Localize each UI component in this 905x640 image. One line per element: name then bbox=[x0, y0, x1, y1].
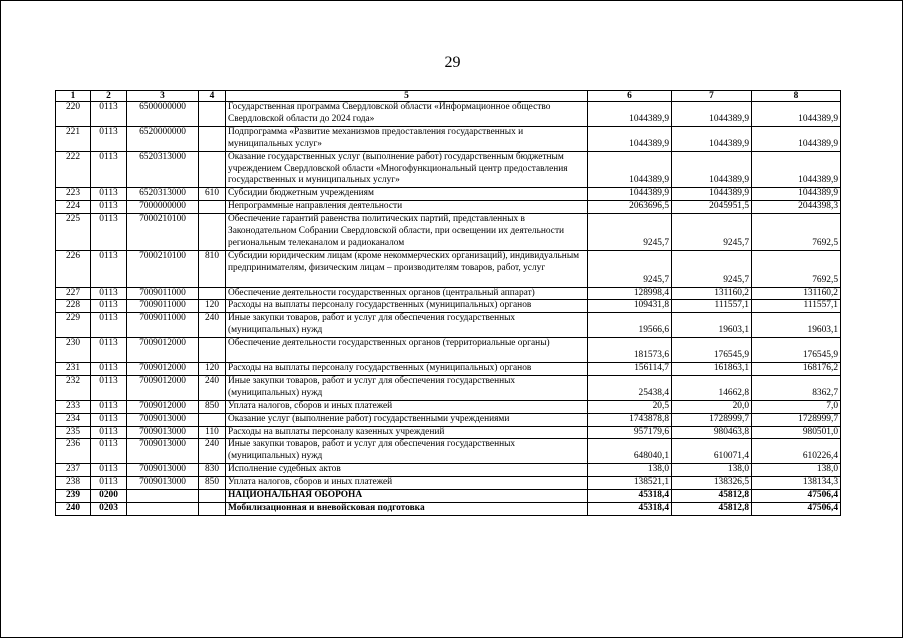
amount-cell-col8: 1044389,9 bbox=[752, 151, 841, 188]
row-number-cell: 236 bbox=[56, 439, 91, 464]
row-number-cell: 220 bbox=[56, 102, 91, 127]
amount-cell-col6: 1044389,9 bbox=[588, 188, 672, 201]
description-cell: Обеспечение деятельности государственных органов (территориальные органы) bbox=[226, 338, 588, 363]
amount-cell-col6: 1743878,8 bbox=[588, 413, 672, 426]
amount-cell-col6: 1044389,9 bbox=[588, 102, 672, 127]
amount-cell-col7: 161863,1 bbox=[672, 362, 752, 375]
amount-cell-col6: 181573,6 bbox=[588, 338, 672, 363]
expense-type-cell bbox=[199, 287, 226, 300]
target-article-cell: 7009013000 bbox=[127, 477, 199, 490]
section-code-cell: 0113 bbox=[91, 362, 127, 375]
section-code-cell: 0113 bbox=[91, 300, 127, 313]
amount-cell-col6: 9245,7 bbox=[588, 250, 672, 287]
section-code-cell: 0113 bbox=[91, 102, 127, 127]
expense-type-cell: 610 bbox=[199, 188, 226, 201]
row-number-cell: 229 bbox=[56, 313, 91, 338]
target-article-cell: 6520313000 bbox=[127, 188, 199, 201]
description-cell: Подпрограмма «Развитие механизмов предоставления государственных и муниципальных услуг» bbox=[226, 126, 588, 151]
amount-cell-col8: 168176,2 bbox=[752, 362, 841, 375]
row-number-cell: 222 bbox=[56, 151, 91, 188]
row-number-cell: 230 bbox=[56, 338, 91, 363]
amount-cell-col7: 2045951,5 bbox=[672, 201, 752, 214]
amount-cell-col8: 1044389,9 bbox=[752, 102, 841, 127]
target-article-cell: 6520313000 bbox=[127, 151, 199, 188]
target-article-cell: 7009012000 bbox=[127, 400, 199, 413]
expense-type-cell bbox=[199, 490, 226, 503]
target-article-cell: 7009011000 bbox=[127, 313, 199, 338]
description-cell: Иные закупки товаров, работ и услуг для обеспечения государственных (муниципальных) нужд bbox=[226, 313, 588, 338]
section-code-cell: 0113 bbox=[91, 426, 127, 439]
section-code-cell: 0203 bbox=[91, 502, 127, 515]
section-code-cell: 0113 bbox=[91, 201, 127, 214]
amount-cell-col7: 45812,8 bbox=[672, 502, 752, 515]
expense-type-cell bbox=[199, 214, 226, 251]
row-number-cell: 231 bbox=[56, 362, 91, 375]
row-number-cell: 234 bbox=[56, 413, 91, 426]
section-code-cell: 0113 bbox=[91, 375, 127, 400]
amount-cell-col8: 610226,4 bbox=[752, 439, 841, 464]
target-article-cell: 7000210100 bbox=[127, 214, 199, 251]
column-header: 5 bbox=[226, 91, 588, 102]
expense-type-cell bbox=[199, 502, 226, 515]
target-article-cell: 7009011000 bbox=[127, 300, 199, 313]
description-cell: Мобилизационная и вневойсковая подготовка bbox=[226, 502, 588, 515]
amount-cell-col8: 7692,5 bbox=[752, 214, 841, 251]
target-article-cell bbox=[127, 502, 199, 515]
table-row bbox=[56, 313, 841, 338]
amount-cell-col7: 20,0 bbox=[672, 400, 752, 413]
description-cell: Непрограммные направления деятельности bbox=[226, 201, 588, 214]
expense-type-cell: 240 bbox=[199, 439, 226, 464]
table-row bbox=[56, 201, 841, 214]
amount-cell-col8: 7,0 bbox=[752, 400, 841, 413]
table-row bbox=[56, 102, 841, 127]
target-article-cell bbox=[127, 490, 199, 503]
amount-cell-col6: 45318,4 bbox=[588, 490, 672, 503]
amount-cell-col6: 1044389,9 bbox=[588, 126, 672, 151]
section-code-cell: 0113 bbox=[91, 250, 127, 287]
amount-cell-col6: 648040,1 bbox=[588, 439, 672, 464]
amount-cell-col6: 2063696,5 bbox=[588, 201, 672, 214]
table-row bbox=[56, 250, 841, 287]
table-row bbox=[56, 338, 841, 363]
amount-cell-col8: 980501,0 bbox=[752, 426, 841, 439]
column-header: 2 bbox=[91, 91, 127, 102]
table-row bbox=[56, 502, 841, 515]
column-header: 4 bbox=[199, 91, 226, 102]
description-cell: Уплата налогов, сборов и иных платежей bbox=[226, 400, 588, 413]
expense-type-cell bbox=[199, 126, 226, 151]
table-row bbox=[56, 300, 841, 313]
amount-cell-col7: 1044389,9 bbox=[672, 126, 752, 151]
amount-cell-col6: 138,0 bbox=[588, 464, 672, 477]
amount-cell-col7: 1728999,7 bbox=[672, 413, 752, 426]
amount-cell-col7: 1044389,9 bbox=[672, 151, 752, 188]
target-article-cell: 6500000000 bbox=[127, 102, 199, 127]
expense-type-cell: 850 bbox=[199, 477, 226, 490]
table-row bbox=[56, 126, 841, 151]
amount-cell-col6: 19566,6 bbox=[588, 313, 672, 338]
description-cell: Обеспечение гарантий равенства политических партий, представленных в Законодательном Собрании Свердловской области, при освещении их деятельности региональным телеканалом и радиоканалом bbox=[226, 214, 588, 251]
expense-type-cell bbox=[199, 102, 226, 127]
expense-type-cell: 240 bbox=[199, 313, 226, 338]
amount-cell-col6: 9245,7 bbox=[588, 214, 672, 251]
expense-type-cell: 110 bbox=[199, 426, 226, 439]
table-row bbox=[56, 439, 841, 464]
expense-type-cell: 240 bbox=[199, 375, 226, 400]
description-cell: Расходы на выплаты персоналу государственных (муниципальных) органов bbox=[226, 300, 588, 313]
amount-cell-col7: 9245,7 bbox=[672, 214, 752, 251]
amount-cell-col7: 9245,7 bbox=[672, 250, 752, 287]
table-row bbox=[56, 362, 841, 375]
table-row bbox=[56, 214, 841, 251]
amount-cell-col7: 138326,5 bbox=[672, 477, 752, 490]
amount-cell-col6: 109431,8 bbox=[588, 300, 672, 313]
expense-type-cell: 120 bbox=[199, 362, 226, 375]
expense-type-cell bbox=[199, 338, 226, 363]
amount-cell-col7: 131160,2 bbox=[672, 287, 752, 300]
row-number-cell: 225 bbox=[56, 214, 91, 251]
section-code-cell: 0113 bbox=[91, 287, 127, 300]
section-code-cell: 0113 bbox=[91, 439, 127, 464]
page-number: 29 bbox=[444, 54, 461, 71]
amount-cell-col7: 19603,1 bbox=[672, 313, 752, 338]
row-number-cell: 223 bbox=[56, 188, 91, 201]
table-body bbox=[56, 102, 841, 516]
description-cell: Оказание услуг (выполнение работ) государственными учреждениями bbox=[226, 413, 588, 426]
row-number-cell: 235 bbox=[56, 426, 91, 439]
amount-cell-col6: 25438,4 bbox=[588, 375, 672, 400]
table-row bbox=[56, 464, 841, 477]
section-code-cell: 0113 bbox=[91, 188, 127, 201]
expense-type-cell bbox=[199, 413, 226, 426]
amount-cell-col8: 1044389,9 bbox=[752, 126, 841, 151]
description-cell: Обеспечение деятельности государственных органов (центральный аппарат) bbox=[226, 287, 588, 300]
amount-cell-col6: 156114,7 bbox=[588, 362, 672, 375]
amount-cell-col8: 138,0 bbox=[752, 464, 841, 477]
description-cell: Иные закупки товаров, работ и услуг для обеспечения государственных (муниципальных) нужд bbox=[226, 375, 588, 400]
description-cell: Оказание государственных услуг (выполнение работ) государственным бюджетным учреждением Свердловской области «Многофункциональный центр предоставления государственных и муниципальных услуг» bbox=[226, 151, 588, 188]
amount-cell-col6: 138521,1 bbox=[588, 477, 672, 490]
section-code-cell: 0113 bbox=[91, 313, 127, 338]
description-cell: Субсидии юридическим лицам (кроме некоммерческих организаций), индивидуальным предпринимателям, физическим лицам – производителям товаров, работ, услуг bbox=[226, 250, 588, 287]
amount-cell-col6: 128998,4 bbox=[588, 287, 672, 300]
row-number-cell: 238 bbox=[56, 477, 91, 490]
target-article-cell: 7000000000 bbox=[127, 201, 199, 214]
target-article-cell: 7009012000 bbox=[127, 338, 199, 363]
amount-cell-col8: 1728999,7 bbox=[752, 413, 841, 426]
amount-cell-col7: 1044389,9 bbox=[672, 102, 752, 127]
description-cell: Расходы на выплаты персоналу государственных (муниципальных) органов bbox=[226, 362, 588, 375]
target-article-cell: 7009013000 bbox=[127, 464, 199, 477]
section-code-cell: 0113 bbox=[91, 151, 127, 188]
table-row bbox=[56, 426, 841, 439]
description-cell: НАЦИОНАЛЬНАЯ ОБОРОНА bbox=[226, 490, 588, 503]
target-article-cell: 7009012000 bbox=[127, 375, 199, 400]
amount-cell-col8: 2044398,3 bbox=[752, 201, 841, 214]
amount-cell-col7: 176545,9 bbox=[672, 338, 752, 363]
description-cell: Субсидии бюджетным учреждениям bbox=[226, 188, 588, 201]
target-article-cell: 7009011000 bbox=[127, 287, 199, 300]
section-code-cell: 0113 bbox=[91, 464, 127, 477]
row-number-cell: 228 bbox=[56, 300, 91, 313]
amount-cell-col8: 8362,7 bbox=[752, 375, 841, 400]
expense-type-cell bbox=[199, 201, 226, 214]
amount-cell-col6: 20,5 bbox=[588, 400, 672, 413]
amount-cell-col8: 176545,9 bbox=[752, 338, 841, 363]
amount-cell-col7: 980463,8 bbox=[672, 426, 752, 439]
amount-cell-col6: 957179,6 bbox=[588, 426, 672, 439]
amount-cell-col8: 47506,4 bbox=[752, 502, 841, 515]
table-header-row bbox=[56, 91, 841, 102]
target-article-cell: 7000210100 bbox=[127, 250, 199, 287]
row-number-cell: 227 bbox=[56, 287, 91, 300]
table-row bbox=[56, 413, 841, 426]
description-cell: Расходы на выплаты персоналу казенных учреждений bbox=[226, 426, 588, 439]
column-header: 7 bbox=[672, 91, 752, 102]
amount-cell-col8: 131160,2 bbox=[752, 287, 841, 300]
target-article-cell: 7009013000 bbox=[127, 439, 199, 464]
table-row bbox=[56, 188, 841, 201]
table-row bbox=[56, 400, 841, 413]
amount-cell-col8: 7692,5 bbox=[752, 250, 841, 287]
section-code-cell: 0113 bbox=[91, 400, 127, 413]
table-row bbox=[56, 477, 841, 490]
row-number-cell: 237 bbox=[56, 464, 91, 477]
column-header: 1 bbox=[56, 91, 91, 102]
amount-cell-col8: 1044389,9 bbox=[752, 188, 841, 201]
target-article-cell: 7009013000 bbox=[127, 426, 199, 439]
amount-cell-col8: 138134,3 bbox=[752, 477, 841, 490]
row-number-cell: 240 bbox=[56, 502, 91, 515]
amount-cell-col7: 1044389,9 bbox=[672, 188, 752, 201]
expense-type-cell: 830 bbox=[199, 464, 226, 477]
section-code-cell: 0113 bbox=[91, 413, 127, 426]
table-row bbox=[56, 151, 841, 188]
description-cell: Исполнение судебных актов bbox=[226, 464, 588, 477]
table-row bbox=[56, 287, 841, 300]
amount-cell-col7: 111557,1 bbox=[672, 300, 752, 313]
row-number-cell: 224 bbox=[56, 201, 91, 214]
row-number-cell: 233 bbox=[56, 400, 91, 413]
section-code-cell: 0200 bbox=[91, 490, 127, 503]
row-number-cell: 232 bbox=[56, 375, 91, 400]
section-code-cell: 0113 bbox=[91, 477, 127, 490]
section-code-cell: 0113 bbox=[91, 338, 127, 363]
amount-cell-col7: 138,0 bbox=[672, 464, 752, 477]
column-header: 8 bbox=[752, 91, 841, 102]
description-cell: Государственная программа Свердловской области «Информационное общество Свердловской области до 2024 года» bbox=[226, 102, 588, 127]
amount-cell-col6: 45318,4 bbox=[588, 502, 672, 515]
column-header: 3 bbox=[127, 91, 199, 102]
table-row bbox=[56, 490, 841, 503]
amount-cell-col7: 45812,8 bbox=[672, 490, 752, 503]
amount-cell-col6: 1044389,9 bbox=[588, 151, 672, 188]
amount-cell-col8: 111557,1 bbox=[752, 300, 841, 313]
amount-cell-col8: 47506,4 bbox=[752, 490, 841, 503]
target-article-cell: 7009013000 bbox=[127, 413, 199, 426]
row-number-cell: 221 bbox=[56, 126, 91, 151]
column-header: 6 bbox=[588, 91, 672, 102]
section-code-cell: 0113 bbox=[91, 126, 127, 151]
table-row bbox=[56, 375, 841, 400]
row-number-cell: 226 bbox=[56, 250, 91, 287]
target-article-cell: 7009012000 bbox=[127, 362, 199, 375]
amount-cell-col7: 610071,4 bbox=[672, 439, 752, 464]
expense-type-cell: 120 bbox=[199, 300, 226, 313]
description-cell: Уплата налогов, сборов и иных платежей bbox=[226, 477, 588, 490]
expense-type-cell: 850 bbox=[199, 400, 226, 413]
amount-cell-col7: 14662,8 bbox=[672, 375, 752, 400]
expense-type-cell: 810 bbox=[199, 250, 226, 287]
section-code-cell: 0113 bbox=[91, 214, 127, 251]
row-number-cell: 239 bbox=[56, 490, 91, 503]
description-cell: Иные закупки товаров, работ и услуг для обеспечения государственных (муниципальных) нужд bbox=[226, 439, 588, 464]
expense-type-cell bbox=[199, 151, 226, 188]
amount-cell-col8: 19603,1 bbox=[752, 313, 841, 338]
budget-table bbox=[55, 90, 841, 516]
target-article-cell: 6520000000 bbox=[127, 126, 199, 151]
